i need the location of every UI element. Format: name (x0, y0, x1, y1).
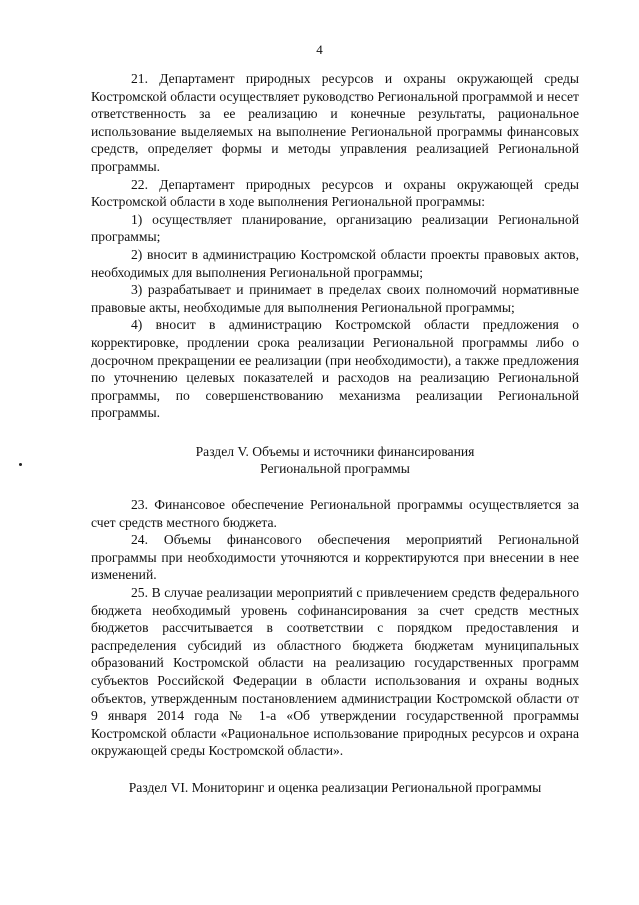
paragraph-21: 21. Департамент природных ресурсов и охраны окружающей среды Костромской области осуществляет руководство Региональной программой и несет ответственность за ее реализацию и конечные результаты, рациональное использование выделяемых на выполнение Региональной программы финансовых средств, определяет формы и методы управления реализацией Региональной программы. (91, 71, 579, 174)
paragraph-24: 24. Объемы финансового обеспечения мероприятий Региональной программы при необходимости уточняются и корректируются при внесении в нее изменений. (91, 532, 579, 583)
paragraph-22: 22. Департамент природных ресурсов и охраны окружающей среды Костромской области в ходе выполнения Региональной программы: (91, 176, 579, 210)
section-6-heading: Раздел VI. Мониторинг и оценка реализации Региональной программы (128, 779, 542, 795)
section-5-heading-line-2: Региональной программы (260, 461, 410, 477)
section-5-heading-line-1: Раздел V. Объемы и источники финансирования (195, 443, 475, 459)
paragraph-22-item-4: 4) вносит в администрацию Костромской области предложения о корректировке, продлении срока реализации Региональной программы либо о досрочном прекращении ее реализации (при необходимости), а также предложения по уточнению целевых показателей и расходов на реализацию Региональной программы, по совершенствованию механизма реализации Региональной программы. (91, 317, 579, 421)
paragraph-23: 23. Финансовое обеспечение Региональной программы осуществляется за счет средств местного бюджета. (91, 497, 579, 530)
paragraph-25: 25. В случае реализации мероприятий с привлечением средств федерального бюджета необходимый уровень софинансирования за счет средств местных бюджетов рассчитывается в соответствии с порядком предоставления и распределения субсидий из областного бюджета бюджетам муниципальных образований Костромской области на реализацию государственных программ субъектов Российской Федерации в области использования и охраны водных объектов, утвержденным постановлением администрации Костромской области от 9 января 2014 года № 1-а «Об утверждении государственной программы Костромской области «Рациональное использование природных ресурсов и охрана окружающей среды Костромской области». (91, 585, 579, 759)
paragraph-22-item-2: 2) вносит в администрацию Костромской области проекты правовых актов, необходимых для выполнения Региональной программы; (91, 246, 579, 280)
scan-speck (19, 463, 22, 466)
paragraph-22-item-1: 1) осуществляет планирование, организацию реализации Региональной программы; (91, 211, 579, 245)
page-number: 4 (316, 42, 323, 57)
document-body (91, 70, 579, 797)
paragraph-22-item-3: 3) разрабатывает и принимает в пределах своих полномочий нормативные правовые акты, необходимые для выполнения Региональной программы; (91, 282, 579, 315)
section-5-heading (91, 443, 579, 478)
